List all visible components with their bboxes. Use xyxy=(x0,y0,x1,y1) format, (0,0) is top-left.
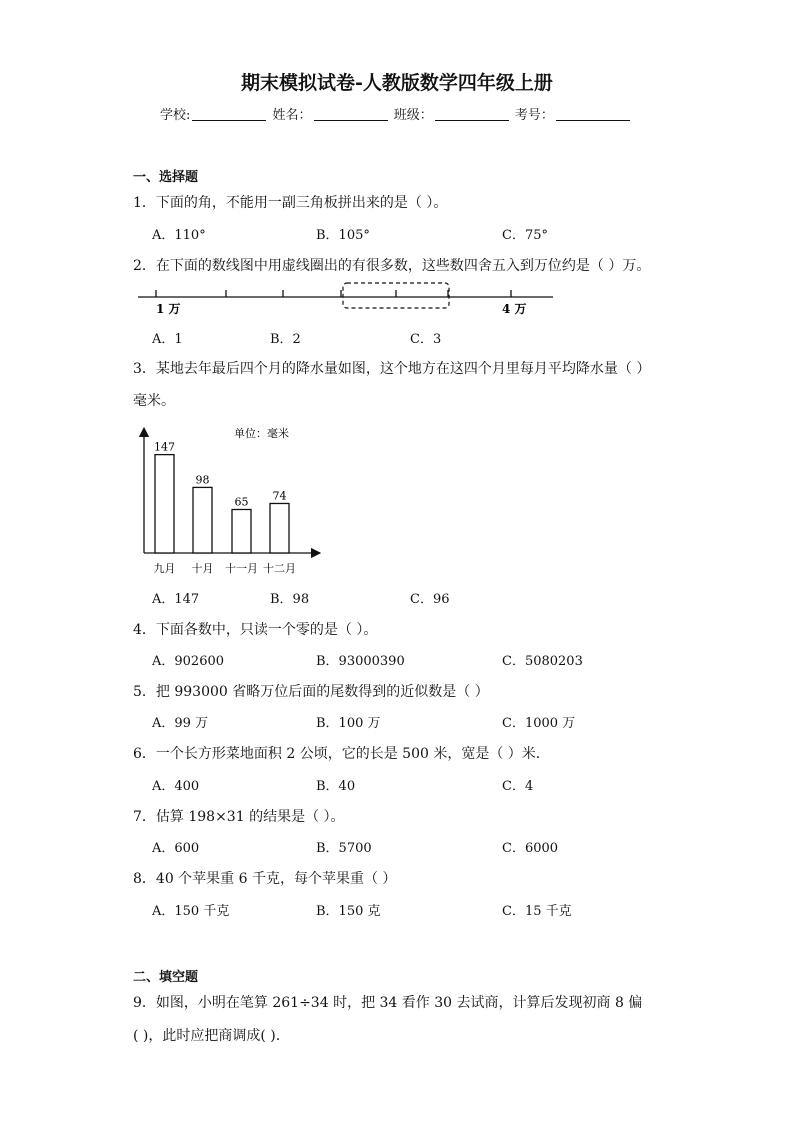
question-9-line2: ( )，此时应把商调成( ). xyxy=(133,1028,281,1044)
number-line-figure xyxy=(130,280,560,320)
question-6: 6．一个长方形菜地面积 2 公顷，它的长是 500 米，宽是（ ）米． xyxy=(133,746,550,762)
q8-option-b: B．150 克 xyxy=(316,904,381,919)
class-label: 班级： xyxy=(393,108,433,123)
bar-1 xyxy=(155,455,174,553)
q2-option-a: A．1 xyxy=(152,332,183,347)
name-label: 姓名： xyxy=(272,108,312,123)
bar-value-label-3: 65 xyxy=(234,495,249,509)
bar-3 xyxy=(232,509,251,553)
q3-option-b: B．98 xyxy=(270,592,310,607)
bar-value-label-2: 98 xyxy=(195,473,210,487)
q2-option-c: C．3 xyxy=(410,332,442,347)
chart-unit-label: 单位：毫米 xyxy=(234,427,289,440)
q1-option-c: C．75° xyxy=(502,228,548,243)
q4-option-c: C．5080203 xyxy=(502,654,583,669)
question-2: 2．在下面的数线图中用虚线圈出的有很多数，这些数四舍五入到万位约是（ ）万。 xyxy=(133,258,651,274)
number-label: 考号： xyxy=(514,108,554,123)
class-blank xyxy=(435,108,509,121)
bar-value-label-1: 147 xyxy=(154,440,175,454)
question-5: 5．把 993000 省略万位后面的尾数得到的近似数是（ ） xyxy=(133,684,489,700)
q8-option-a: A．150 千克 xyxy=(152,904,230,919)
category-label-2: 十月 xyxy=(191,562,214,575)
question-3-line1: 3．某地去年最后四个月的降水量如图，这个地方在这四个月里每月平均降水量（ ） xyxy=(133,361,651,377)
q8-option-c: C．15 千克 xyxy=(502,904,572,919)
question-9-line1: 9．如图，小明在笔算 261÷34 时，把 34 看作 30 去试商，计算后发现初商 8 偏 xyxy=(133,995,643,1011)
page-title: 期末模拟试卷-人教版数学四年级上册 xyxy=(241,72,553,94)
school-blank xyxy=(192,108,266,121)
category-label-4: 十二月 xyxy=(263,562,296,575)
q5-option-c: C．1000 万 xyxy=(502,716,576,731)
name-blank xyxy=(314,108,388,121)
bar-4 xyxy=(270,503,289,553)
q6-option-c: C．4 xyxy=(502,779,534,794)
q1-option-b: B．105° xyxy=(316,228,370,243)
question-8: 8．40 个苹果重 6 千克，每个苹果重（ ） xyxy=(133,871,397,887)
q2-option-b: B．2 xyxy=(270,332,301,347)
rainfall-bar-chart xyxy=(130,420,330,580)
q7-option-c: C．6000 xyxy=(502,841,559,856)
q3-option-a: A．147 xyxy=(152,592,200,607)
q4-option-b: B．93000390 xyxy=(316,654,405,669)
q6-option-b: B．40 xyxy=(316,779,356,794)
q5-option-a: A．99 万 xyxy=(152,716,209,731)
q4-option-a: A．902600 xyxy=(152,654,225,669)
bar-2 xyxy=(193,487,212,553)
number-line-label-right: 4 万 xyxy=(502,302,527,316)
school-label: 学校: xyxy=(160,108,191,123)
section-heading-fill: 二、填空题 xyxy=(133,970,199,985)
bar-value-label-4: 74 xyxy=(272,489,287,503)
category-label-3: 十一月 xyxy=(225,562,258,575)
q3-option-c: C．96 xyxy=(410,592,450,607)
section-heading-choice: 一、选择题 xyxy=(133,170,199,185)
student-info-row xyxy=(160,104,632,123)
question-7: 7．估算 198×31 的结果是（ ）。 xyxy=(133,809,345,825)
question-3-line2: 毫米。 xyxy=(133,393,175,409)
q1-option-a: A．110° xyxy=(152,228,206,243)
question-4: 4．下面各数中，只读一个零的是（ ）。 xyxy=(133,622,378,638)
q6-option-a: A．400 xyxy=(152,779,200,794)
question-1: 1．下面的角，不能用一副三角板拼出来的是（ ）。 xyxy=(133,195,448,211)
category-label-1: 九月 xyxy=(153,562,176,575)
q7-option-a: A．600 xyxy=(152,841,200,856)
number-line-label-left: 1 万 xyxy=(156,302,181,316)
q7-option-b: B．5700 xyxy=(316,841,372,856)
q5-option-b: B．100 万 xyxy=(316,716,381,731)
number-blank xyxy=(556,108,630,121)
